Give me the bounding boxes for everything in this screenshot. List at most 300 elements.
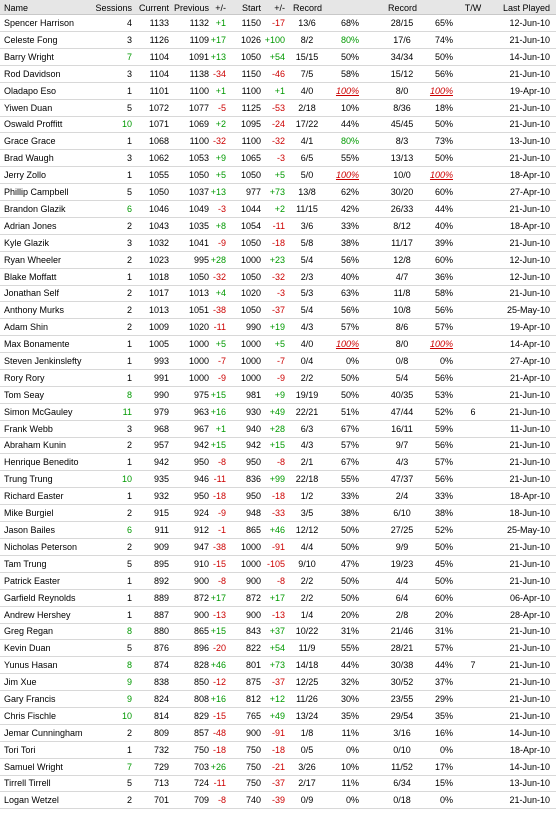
last-played-cell: 21-Jun-10 [509, 643, 550, 653]
start-rating-cell: 900 [245, 610, 261, 620]
start-rating-cell: 1150 [241, 18, 261, 28]
previous-rating-cell: 896 [193, 643, 209, 653]
change-previous-cell: +16 [210, 694, 226, 704]
last-played-cell: 18-Apr-10 [509, 221, 550, 231]
table-row[interactable] [0, 68, 556, 80]
sessions-cell: 1 [126, 356, 132, 366]
change-start-cell: -18 [271, 491, 285, 501]
col-header-sessions[interactable]: Sessions [95, 3, 132, 13]
current-rating-cell: 1104 [149, 69, 169, 79]
current-rating-cell: 1013 [148, 305, 169, 315]
previous-rating-cell: 1000 [188, 373, 209, 383]
record-2-cell: 2/8 [395, 610, 409, 620]
table-row[interactable] [0, 389, 556, 401]
previous-rating-cell: 1050 [188, 170, 209, 180]
record-cell: 17/22 [295, 119, 319, 129]
change-previous-cell: -12 [212, 677, 226, 687]
col-header-last-played[interactable]: Last Played [502, 3, 550, 13]
table-row[interactable] [0, 507, 556, 519]
table-row[interactable] [0, 676, 556, 688]
record-cell: 11/9 [298, 643, 316, 653]
change-start-cell: -8 [276, 576, 285, 586]
table-row[interactable] [0, 609, 556, 621]
record-cell: 5/8 [300, 238, 314, 248]
change-start-cell: +19 [269, 322, 285, 332]
table-row[interactable] [0, 169, 556, 181]
row-divider [0, 251, 556, 252]
last-played-cell: 25-May-10 [506, 305, 550, 315]
win-pct-2-cell: 29% [434, 694, 453, 704]
last-played-cell: 21-Jun-10 [509, 694, 550, 704]
win-pct-2-cell: 73% [434, 136, 453, 146]
row-divider [0, 132, 556, 133]
table-row[interactable] [0, 102, 556, 114]
previous-rating-cell: 1035 [188, 221, 209, 231]
table-row[interactable] [0, 473, 556, 485]
col-header-current[interactable]: Current [138, 3, 169, 13]
table-row[interactable] [0, 710, 556, 722]
row-divider [0, 589, 556, 590]
row-divider [0, 335, 556, 336]
record-2-cell: 11/52 [391, 762, 413, 772]
previous-rating-cell: 1020 [188, 322, 209, 332]
current-rating-cell: 1072 [148, 103, 169, 113]
sessions-cell: 2 [126, 542, 132, 552]
row-divider [0, 724, 556, 725]
table-row[interactable] [0, 17, 556, 29]
change-start-cell: +99 [269, 474, 285, 484]
start-rating-cell: 740 [245, 795, 261, 805]
change-start-cell: -11 [272, 221, 285, 231]
change-previous-cell: +5 [215, 339, 226, 349]
sessions-cell: 2 [126, 221, 132, 231]
change-previous-cell: +26 [210, 762, 226, 772]
record-cell: 2/1 [300, 457, 314, 467]
table-row[interactable] [0, 355, 556, 367]
change-start-cell: +54 [269, 52, 285, 62]
change-previous-cell: +1 [215, 86, 226, 96]
sessions-cell: 9 [126, 694, 132, 704]
change-start-cell: -13 [271, 610, 285, 620]
current-rating-cell: 814 [153, 711, 169, 721]
change-previous-cell: +15 [210, 626, 226, 636]
last-played-cell: 21-Jun-10 [509, 390, 550, 400]
sessions-cell: 6 [126, 525, 132, 535]
table-row[interactable] [0, 558, 556, 570]
sessions-cell: 2 [126, 305, 132, 315]
col-header-record[interactable]: Record [293, 3, 323, 13]
sessions-cell: 1 [126, 491, 132, 501]
record-cell: 4/4 [300, 542, 314, 552]
change-previous-cell: -11 [213, 474, 226, 484]
sessions-cell: 1 [126, 457, 132, 467]
player-name: Kyle Glazik [4, 238, 50, 248]
row-divider [0, 99, 556, 100]
record-2-cell: 0/8 [395, 356, 409, 366]
record-2-cell: 8/36 [393, 103, 411, 113]
row-divider [0, 65, 556, 66]
record-2-cell: 8/0 [395, 86, 409, 96]
start-rating-cell: 1000 [240, 559, 261, 569]
record-cell: 6/3 [300, 424, 314, 434]
change-previous-cell: -48 [212, 728, 226, 738]
previous-rating-cell: 950 [193, 457, 209, 467]
row-divider [0, 741, 556, 742]
previous-rating-cell: 924 [193, 508, 209, 518]
sessions-cell: 10 [121, 119, 132, 129]
record-cell: 5/0 [300, 170, 314, 180]
win-pct-2-cell: 50% [434, 153, 453, 163]
change-start-cell: -18 [271, 745, 285, 755]
table-row[interactable] [0, 777, 556, 789]
change-start-cell: -105 [266, 559, 285, 569]
change-start-cell: -91 [271, 542, 285, 552]
change-previous-cell: +15 [210, 440, 226, 450]
table-row[interactable] [0, 439, 556, 451]
win-pct-cell: 55% [340, 474, 359, 484]
row-divider [0, 656, 556, 657]
start-rating-cell: 822 [245, 643, 261, 653]
row-divider [0, 352, 556, 353]
table-row[interactable] [0, 744, 556, 756]
start-rating-cell: 1026 [240, 35, 261, 45]
table-row[interactable] [0, 794, 556, 806]
table-row[interactable] [0, 625, 556, 637]
table-row[interactable] [0, 85, 556, 97]
sessions-cell: 3 [126, 153, 132, 163]
col-header-previous[interactable]: Previous [173, 3, 209, 13]
current-rating-cell: 838 [153, 677, 169, 687]
win-pct-2-cell: 38% [434, 508, 453, 518]
change-previous-cell: +46 [210, 660, 226, 670]
last-played-cell: 18-Apr-10 [509, 170, 550, 180]
change-start-cell: +100 [264, 35, 285, 45]
row-divider [0, 234, 556, 235]
sessions-cell: 2 [126, 288, 132, 298]
row-divider [0, 166, 556, 167]
win-pct-2-cell: 100% [429, 170, 453, 180]
table-row[interactable] [0, 423, 556, 435]
col-header-change-start[interactable]: +/- [274, 3, 285, 13]
change-previous-cell: -15 [212, 711, 226, 721]
table-row[interactable] [0, 34, 556, 46]
previous-rating-cell: 1100 [189, 86, 209, 96]
win-pct-2-cell: 57% [434, 322, 453, 332]
row-divider [0, 268, 556, 269]
start-rating-cell: 843 [245, 626, 261, 636]
record-cell: 12/25 [295, 677, 319, 687]
start-rating-cell: 1050 [240, 272, 261, 282]
last-played-cell: 12-Jun-10 [509, 18, 550, 28]
previous-rating-cell: 995 [193, 255, 209, 265]
table-row[interactable] [0, 406, 556, 418]
player-name: Oladapo Eso [4, 86, 57, 96]
current-rating-cell: 991 [153, 373, 169, 383]
row-divider [0, 200, 556, 201]
win-pct-cell: 44% [340, 660, 359, 670]
sessions-cell: 11 [122, 407, 132, 417]
current-rating-cell: 895 [153, 559, 169, 569]
last-played-cell: 27-Apr-10 [509, 356, 550, 366]
win-pct-cell: 50% [340, 593, 359, 603]
change-previous-cell: -7 [217, 356, 226, 366]
record-cell: 1/8 [300, 728, 314, 738]
win-pct-cell: 57% [340, 440, 359, 450]
win-pct-cell: 50% [340, 576, 359, 586]
previous-rating-cell: 829 [193, 711, 209, 721]
col-header-change-previous[interactable]: +/- [215, 3, 226, 13]
start-rating-cell: 875 [245, 677, 261, 687]
change-start-cell: +5 [274, 170, 285, 180]
change-previous-cell: -38 [212, 542, 226, 552]
last-played-cell: 21-Apr-10 [509, 373, 550, 383]
change-previous-cell: +28 [210, 255, 226, 265]
start-rating-cell: 865 [245, 525, 261, 535]
start-rating-cell: 801 [245, 660, 261, 670]
win-pct-cell: 0% [345, 795, 359, 805]
table-row[interactable] [0, 220, 556, 232]
sessions-cell: 1 [126, 136, 132, 146]
table-row[interactable] [0, 304, 556, 316]
row-divider [0, 775, 556, 776]
win-pct-2-cell: 57% [434, 643, 453, 653]
last-played-cell: 18-Apr-10 [509, 491, 550, 501]
sessions-cell: 9 [126, 677, 132, 687]
change-start-cell: -53 [271, 103, 285, 113]
player-name: Spencer Harrison [4, 18, 75, 28]
change-start-cell: -37 [271, 677, 285, 687]
last-played-cell: 13-Jun-10 [509, 136, 550, 146]
win-pct-2-cell: 40% [434, 221, 453, 231]
win-pct-cell: 44% [340, 119, 359, 129]
record-cell: 2/17 [298, 778, 316, 788]
last-played-cell: 21-Jun-10 [509, 559, 550, 569]
row-divider [0, 437, 556, 438]
change-previous-cell: -32 [212, 272, 226, 282]
win-pct-cell: 33% [340, 221, 359, 231]
win-pct-2-cell: 50% [434, 576, 453, 586]
start-rating-cell: 1150 [241, 69, 261, 79]
table-row[interactable] [0, 727, 556, 739]
last-played-cell: 14-Apr-10 [509, 339, 550, 349]
row-divider [0, 673, 556, 674]
change-previous-cell: -5 [217, 103, 226, 113]
change-previous-cell: +13 [210, 187, 226, 197]
last-played-cell: 21-Jun-10 [509, 407, 550, 417]
change-start-cell: -39 [271, 795, 285, 805]
record-2-cell: 15/12 [390, 69, 414, 79]
player-name: Mike Burgiel [4, 508, 54, 518]
sessions-cell: 5 [126, 103, 132, 113]
col-header-name[interactable]: Name [4, 3, 29, 13]
record-2-cell: 29/54 [390, 711, 414, 721]
table-row[interactable] [0, 693, 556, 705]
current-rating-cell: 1068 [148, 136, 169, 146]
start-rating-cell: 1100 [241, 136, 261, 146]
current-rating-cell: 993 [153, 356, 169, 366]
win-pct-cell: 40% [340, 272, 359, 282]
col-header-tw[interactable]: T/W [464, 3, 482, 13]
col-header-record-2[interactable]: Record [388, 3, 418, 13]
start-rating-cell: 750 [245, 745, 261, 755]
win-pct-cell: 47% [340, 559, 359, 569]
player-name: Blake Moffatt [4, 272, 57, 282]
record-2-cell: 28/21 [390, 643, 414, 653]
table-row[interactable] [0, 237, 556, 249]
sessions-cell: 3 [126, 238, 132, 248]
sessions-cell: 4 [126, 18, 132, 28]
record-cell: 22/18 [295, 474, 319, 484]
row-divider [0, 623, 556, 624]
record-cell: 0/4 [300, 356, 314, 366]
player-name: Ryan Wheeler [4, 255, 62, 265]
win-pct-cell: 50% [340, 390, 359, 400]
current-rating-cell: 874 [153, 660, 169, 670]
current-rating-cell: 889 [153, 593, 169, 603]
row-divider [0, 538, 556, 539]
table-row[interactable] [0, 287, 556, 299]
win-pct-cell: 55% [340, 643, 359, 653]
table-row[interactable] [0, 135, 556, 147]
table-row[interactable] [0, 524, 556, 536]
record-2-cell: 4/4 [395, 576, 409, 586]
change-start-cell: +23 [269, 255, 285, 265]
player-name: Richard Easter [4, 491, 64, 501]
table-row[interactable] [0, 254, 556, 266]
start-rating-cell: 1065 [240, 153, 261, 163]
last-played-cell: 21-Jun-10 [509, 153, 550, 163]
previous-rating-cell: 1109 [189, 35, 209, 45]
record-cell: 8/2 [300, 35, 314, 45]
last-played-cell: 19-Apr-10 [509, 86, 550, 96]
change-previous-cell: -38 [212, 305, 226, 315]
change-start-cell: +1 [274, 86, 285, 96]
table-row[interactable] [0, 321, 556, 333]
record-cell: 5/3 [300, 288, 314, 298]
sessions-cell: 1 [126, 373, 132, 383]
record-2-cell: 19/23 [390, 559, 414, 569]
table-row[interactable] [0, 456, 556, 468]
last-played-cell: 12-Jun-10 [509, 272, 550, 282]
record-2-cell: 40/35 [390, 390, 414, 400]
win-pct-cell: 68% [340, 18, 359, 28]
last-played-cell: 21-Jun-10 [509, 35, 550, 45]
row-divider [0, 82, 556, 83]
change-start-cell: +28 [269, 424, 285, 434]
record-2-cell: 17/6 [393, 35, 411, 45]
previous-rating-cell: 857 [193, 728, 209, 738]
player-name: Chris Fischle [4, 711, 57, 721]
sessions-cell: 5 [126, 187, 132, 197]
table-row[interactable] [0, 575, 556, 587]
player-name: Henrique Benedito [4, 457, 79, 467]
last-played-cell: 21-Jun-10 [509, 542, 550, 552]
win-pct-cell: 55% [340, 153, 359, 163]
win-pct-2-cell: 0% [439, 795, 453, 805]
record-cell: 22/21 [295, 407, 319, 417]
table-row[interactable] [0, 490, 556, 502]
player-name: Andrew Hershey [4, 610, 71, 620]
table-row[interactable] [0, 118, 556, 130]
previous-rating-cell: 975 [193, 390, 209, 400]
last-played-cell: 14-Jun-10 [509, 52, 550, 62]
win-pct-2-cell: 100% [429, 86, 453, 96]
previous-rating-cell: 1049 [188, 204, 209, 214]
win-pct-2-cell: 33% [434, 491, 453, 501]
table-row[interactable] [0, 186, 556, 198]
table-row[interactable] [0, 372, 556, 384]
win-pct-cell: 50% [340, 373, 359, 383]
win-pct-cell: 10% [340, 103, 359, 113]
table-row[interactable] [0, 659, 556, 671]
record-2-cell: 5/4 [395, 373, 409, 383]
record-2-cell: 4/7 [395, 272, 409, 282]
change-start-cell: -8 [276, 457, 285, 467]
sessions-cell: 1 [126, 745, 132, 755]
previous-rating-cell: 900 [193, 610, 209, 620]
change-previous-cell: -8 [217, 457, 226, 467]
table-row[interactable] [0, 338, 556, 350]
record-2-cell: 8/0 [395, 339, 409, 349]
player-name: Yiwen Duan [4, 103, 53, 113]
sessions-cell: 1 [126, 576, 132, 586]
previous-rating-cell: 1100 [189, 136, 209, 146]
table-row[interactable] [0, 152, 556, 164]
table-row[interactable] [0, 761, 556, 773]
change-previous-cell: +5 [215, 170, 226, 180]
last-played-cell: 21-Jun-10 [509, 103, 550, 113]
table-row[interactable] [0, 203, 556, 215]
start-rating-cell: 1050 [240, 170, 261, 180]
record-cell: 19/19 [295, 390, 319, 400]
win-pct-2-cell: 36% [434, 272, 453, 282]
change-previous-cell: +17 [210, 593, 226, 603]
win-pct-2-cell: 18% [434, 103, 453, 113]
record-cell: 4/3 [300, 322, 314, 332]
start-rating-cell: 1125 [241, 103, 261, 113]
row-divider [0, 116, 556, 117]
current-rating-cell: 942 [153, 457, 169, 467]
table-row[interactable] [0, 541, 556, 553]
current-rating-cell: 701 [153, 795, 169, 805]
player-name: Phillip Campbell [4, 187, 69, 197]
sessions-cell: 8 [126, 390, 132, 400]
table-row[interactable] [0, 271, 556, 283]
record-cell: 4/3 [300, 440, 314, 450]
win-pct-2-cell: 50% [434, 52, 453, 62]
col-header-start[interactable]: Start [241, 3, 261, 13]
record-2-cell: 21/46 [390, 626, 414, 636]
player-name: Abraham Kunin [4, 440, 67, 450]
last-played-cell: 18-Jun-10 [509, 508, 550, 518]
change-start-cell: -18 [271, 238, 285, 248]
current-rating-cell: 1062 [148, 153, 169, 163]
table-row[interactable] [0, 592, 556, 604]
table-row[interactable] [0, 642, 556, 654]
player-name: Oswald Proffitt [4, 119, 63, 129]
sessions-cell: 10 [121, 474, 132, 484]
sessions-cell: 3 [126, 69, 132, 79]
previous-rating-cell: 1000 [188, 339, 209, 349]
current-rating-cell: 824 [153, 694, 169, 704]
change-previous-cell: +2 [215, 119, 226, 129]
player-name: Anthony Murks [4, 305, 65, 315]
record-2-cell: 0/10 [393, 745, 411, 755]
win-pct-cell: 100% [335, 170, 359, 180]
change-previous-cell: -20 [212, 643, 226, 653]
table-row[interactable] [0, 51, 556, 63]
current-rating-cell: 1050 [148, 187, 169, 197]
